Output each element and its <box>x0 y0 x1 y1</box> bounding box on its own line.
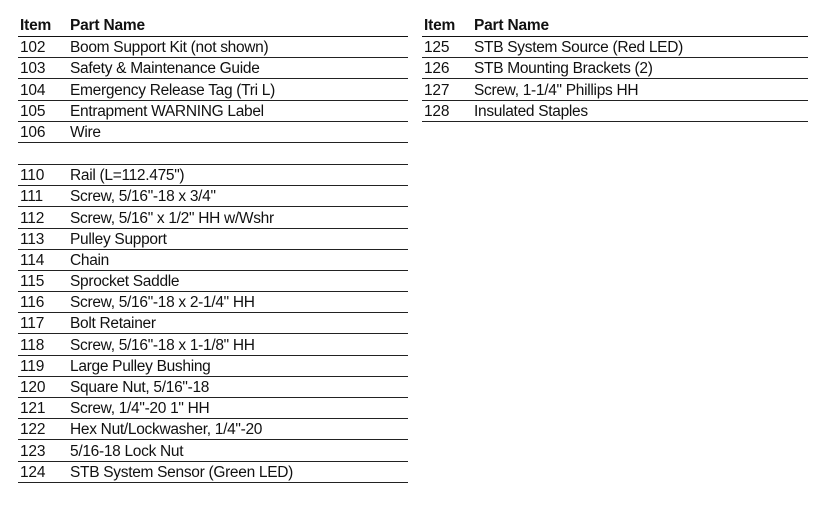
table-row <box>18 334 408 355</box>
part-name: Safety & Maintenance Guide <box>70 60 260 78</box>
table-row <box>18 419 408 440</box>
table-header <box>422 15 808 37</box>
item-number: 125 <box>424 39 450 57</box>
table-row <box>18 101 408 122</box>
part-name: Large Pulley Bushing <box>70 357 211 375</box>
table-row <box>18 79 408 100</box>
part-name: Sprocket Saddle <box>70 273 180 291</box>
table-row <box>422 37 808 58</box>
part-name: Insulated Staples <box>474 102 588 120</box>
part-name: Wire <box>70 123 101 141</box>
part-name: Screw, 5/16"-18 x 1-1/8" HH <box>70 336 255 354</box>
part-name: STB System Source (Red LED) <box>474 39 683 57</box>
table-row <box>18 165 408 186</box>
item-number: 104 <box>20 81 46 99</box>
item-number: 102 <box>20 39 46 57</box>
part-name-column-header: Part Name <box>474 17 549 34</box>
table-row <box>18 313 408 334</box>
part-name: STB System Sensor (Green LED) <box>70 463 294 481</box>
item-number: 122 <box>20 421 46 439</box>
table-row <box>18 292 408 313</box>
item-number: 121 <box>20 400 46 418</box>
item-column-header: Item <box>424 17 456 34</box>
item-number: 126 <box>424 60 450 78</box>
part-name: Screw, 1/4"-20 1" HH <box>70 400 210 418</box>
item-number: 105 <box>20 102 46 120</box>
part-name: Screw, 5/16"-18 x 2-1/4" HH <box>70 294 255 312</box>
table-row <box>18 143 408 165</box>
part-name-column-header: Part Name <box>70 17 145 34</box>
item-number: 114 <box>20 251 45 269</box>
item-number: 106 <box>20 123 46 141</box>
table-row <box>18 356 408 377</box>
table-row <box>422 101 808 122</box>
part-name: 5/16-18 Lock Nut <box>70 442 184 460</box>
part-name: Hex Nut/Lockwasher, 1/4"-20 <box>70 421 263 439</box>
table-row <box>422 58 808 79</box>
part-name: Entrapment WARNING Label <box>70 102 264 120</box>
part-name: Square Nut, 5/16"-18 <box>70 379 210 396</box>
item-number: 124 <box>20 463 46 481</box>
item-number: 115 <box>20 273 45 291</box>
table-row <box>18 250 408 271</box>
item-number: 116 <box>20 294 45 312</box>
item-number: 120 <box>20 379 46 396</box>
parts-table-left <box>18 15 408 483</box>
table-row <box>18 440 408 461</box>
item-number: 118 <box>20 336 45 354</box>
table-row <box>18 122 408 143</box>
item-number: 127 <box>424 81 450 99</box>
item-number: 112 <box>20 209 45 227</box>
table-row <box>18 398 408 419</box>
item-number: 117 <box>20 315 45 333</box>
item-number: 113 <box>20 230 45 248</box>
table-row <box>18 377 408 398</box>
part-name: Rail (L=112.475") <box>70 167 185 185</box>
table-row <box>422 79 808 100</box>
part-name: Screw, 5/16"-18 x 3/4" <box>70 188 216 206</box>
item-number: 123 <box>20 442 46 460</box>
table-row <box>18 207 408 228</box>
table-row <box>18 37 408 58</box>
part-name: Boom Support Kit (not shown) <box>70 39 269 57</box>
table-row <box>18 58 408 79</box>
parts-table-right <box>422 15 808 122</box>
part-name: Chain <box>70 251 109 269</box>
part-name: Emergency Release Tag (Tri L) <box>70 81 275 99</box>
table-body <box>422 37 808 122</box>
table-body <box>18 37 408 483</box>
table-row <box>18 462 408 483</box>
item-number: 110 <box>20 167 45 185</box>
table-row <box>18 229 408 250</box>
item-number: 119 <box>20 357 45 375</box>
table-row <box>18 271 408 292</box>
table-header <box>18 15 408 37</box>
part-name: Screw, 1-1/4" Phillips HH <box>474 81 639 99</box>
item-number: 128 <box>424 102 450 120</box>
table-row <box>18 186 408 207</box>
item-column-header: Item <box>20 17 52 34</box>
item-number: 103 <box>20 60 46 78</box>
part-name: STB Mounting Brackets (2) <box>474 60 653 78</box>
part-name: Screw, 5/16" x 1/2" HH w/Wshr <box>70 209 274 227</box>
item-number: 111 <box>20 188 43 206</box>
part-name: Pulley Support <box>70 230 167 248</box>
part-name: Bolt Retainer <box>70 315 156 333</box>
